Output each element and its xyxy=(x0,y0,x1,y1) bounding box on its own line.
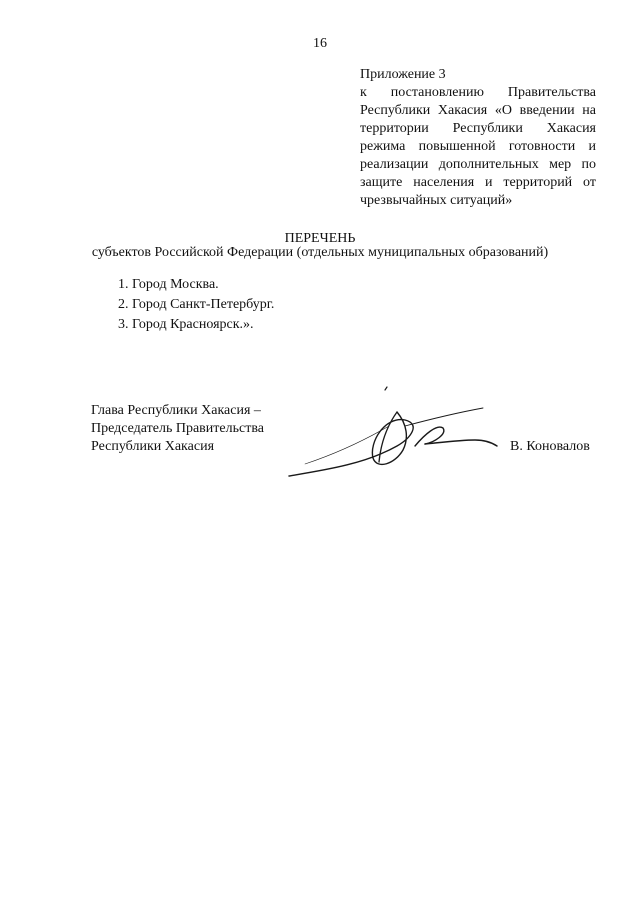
page-number: 16 xyxy=(313,36,327,51)
appendix-title: Приложение 3 xyxy=(360,67,446,82)
list-item: 1. Город Москва. xyxy=(118,277,219,292)
subjects-list xyxy=(118,276,274,336)
list-heading: ПЕРЕЧЕНЬ xyxy=(284,231,356,246)
signatory-position-line: Председатель Правительства xyxy=(91,421,264,436)
list-item: 2. Город Санкт-Петербург. xyxy=(118,297,275,312)
appendix-text: к постановлению Правительства Республики Хакасия «О введении на территории Республики Хакасия режима повышенной готовности и реализации дополнительных мер по защите населения и территорий от чрезвычайных ситуаций» xyxy=(360,85,596,208)
signatory-position xyxy=(91,402,264,456)
list-item: 3. Город Красноярск.». xyxy=(118,317,254,332)
signatory-position-line: Республики Хакасия xyxy=(91,439,215,454)
list-subheading: субъектов Российской Федерации (отдельных муниципальных образований) xyxy=(91,245,549,260)
signer-name: В. Коновалов xyxy=(510,439,590,454)
handwritten-signature xyxy=(285,384,505,494)
signatory-position-line: Глава Республики Хакасия – xyxy=(91,403,261,418)
appendix-block xyxy=(360,66,596,210)
